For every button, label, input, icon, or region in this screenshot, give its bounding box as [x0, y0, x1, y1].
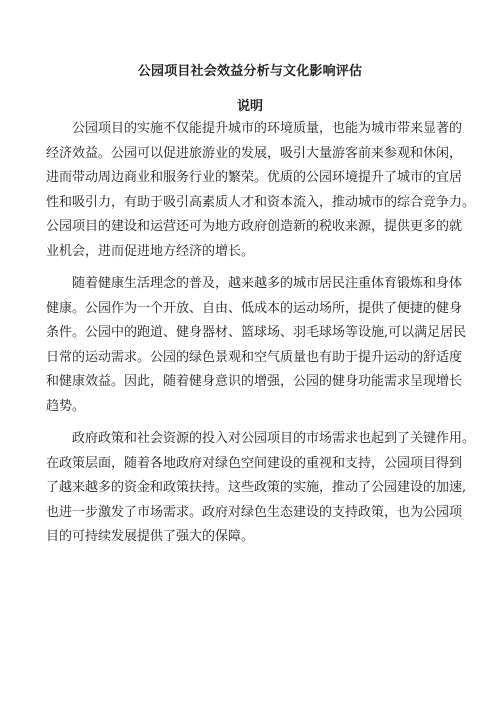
paragraph-line: 条件。公园中的跑道、健身器材、篮球场、羽毛球场等设施,可以满足居民 [46, 325, 467, 340]
paragraph-line: 健康。公园作为一个开放、自由、低成本的运动场所，提供了便捷的健身 [46, 300, 463, 316]
paragraph-line: 公园项目的建设和运营还可为地方政府创造新的税收来源，提供更多的就 [46, 219, 463, 234]
paragraph-line: 了越来越多的资金和政策扶持。这些政策的实施，推动了公园建设的加速, [46, 480, 467, 495]
paragraph-line: 日常的运动需求。公园的绿色景观和空气质量也有助于提升运动的舒适度 [46, 349, 463, 365]
paragraph-line: 性和吸引力，有助于吸引高素质人才和资本流入，推动城市的综合竞争力。 [46, 194, 476, 210]
paragraph-line: 经济效益。公园可以促进旅游业的发展，吸引大量游客前来参观和休闲， [46, 145, 463, 161]
paragraph [46, 427, 476, 550]
paragraph-line: 业机会，进而促进地方经济的增长。 [46, 243, 255, 259]
paragraph-line: 政府政策和社会资源的投入对公园项目的市场需求也起到了关键作用。 [72, 431, 476, 446]
section-heading: 说明 [236, 99, 263, 114]
paragraph-line: 也进一步激发了市场需求。政府对绿色生态建设的支持政策，也为公园项 [46, 504, 463, 520]
paragraph-line: 进而带动周边商业和服务行业的繁荣。优质的公园环境提升了城市的宜居 [46, 170, 463, 185]
document-body [46, 117, 476, 558]
paragraph-line: 随着健康生活理念的普及，越来越多的城市居民注重体育锻炼和身体 [72, 276, 463, 291]
document-title: 公园项目社会效益分析与文化影响评估 [137, 64, 363, 79]
paragraph [46, 117, 476, 264]
paragraph-line: 在政策层面，随着各地政府对绿色空间建设的重视和支持，公园项目得到 [46, 455, 463, 471]
paragraph [46, 272, 470, 419]
paragraph-line: 公园项目的实施不仅能提升城市的环境质量，也能为城市带来显著的 [72, 121, 463, 136]
paragraph-line: 趋势。 [46, 398, 86, 414]
paragraph-line: 目的可持续发展提供了强大的保障。 [46, 529, 255, 544]
paragraph-line: 和健康效益。因此，随着健身意识的增强，公园的健身功能需求呈现增长 [46, 374, 463, 389]
